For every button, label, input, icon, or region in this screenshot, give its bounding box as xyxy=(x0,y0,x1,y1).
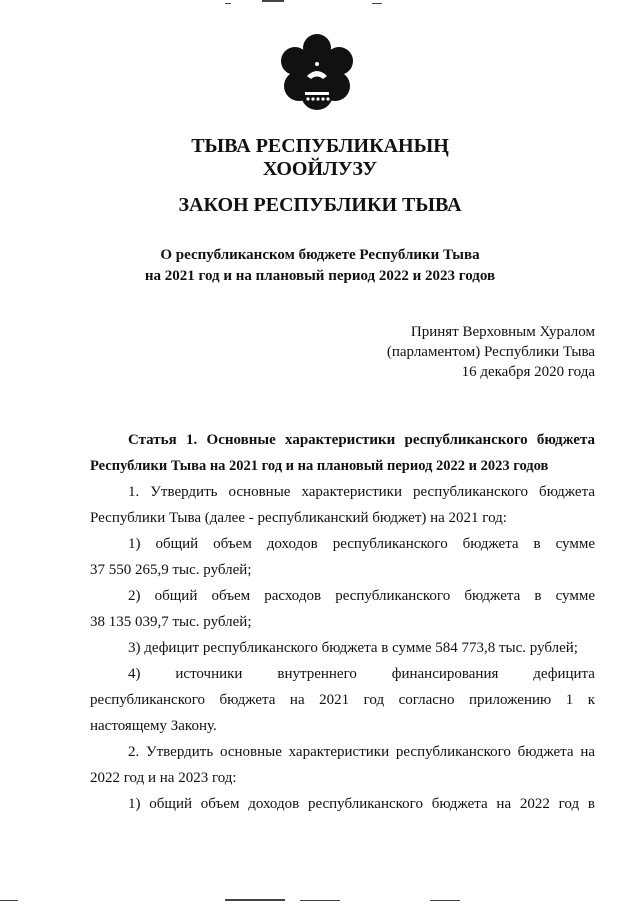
article-1-heading-text: Статья 1. Основные характеристики республиканского бюджета xyxy=(128,432,595,448)
item-4-line2: республиканского бюджета на 2021 год согласно приложению 1 к xyxy=(90,692,595,708)
law-subject-line2: на 2021 год и на плановый период 2022 и 2023 годов xyxy=(144,268,496,284)
paragraph-2-line1: 2. Утвердить основные характеристики республиканского бюджета на xyxy=(128,744,595,760)
paragraph-2-line2: 2022 год и на 2023 год: xyxy=(90,770,237,786)
item-4-word: источники xyxy=(175,666,243,682)
item-4-line1 xyxy=(90,661,595,687)
scan-artifact-bottom xyxy=(300,900,340,901)
title-tuvan-line1: ТЫВА РЕСПУБЛИКАНЫҢ xyxy=(191,135,449,157)
paragraph-1-line1: 1. Утвердить основные характеристики республиканского бюджета xyxy=(128,484,595,500)
item-4-word: финансирования xyxy=(391,666,499,682)
adoption-line1: Принят Верховным Хуралом xyxy=(410,324,595,340)
adoption-line2: (парламентом) Республики Тыва xyxy=(386,344,595,360)
item-4-line3: настоящему Закону. xyxy=(90,718,217,734)
title-tuvan-line2: ХООЙЛУЗУ xyxy=(262,158,378,180)
law-subject-line1: О республиканском бюджете Республики Тыва xyxy=(160,247,480,263)
item-4-word: дефицита xyxy=(533,666,595,682)
item-4-word: внутреннего xyxy=(277,666,357,682)
article-1-heading-line2: Республики Тыва на 2021 год и на плановый период 2022 и 2023 годов xyxy=(90,458,549,474)
coat-of-arms-emblem-icon xyxy=(277,34,357,114)
item-1-line2: 37 550 265,9 тыс. рублей; xyxy=(90,562,252,578)
paragraph-2-item-1-line1: 1) общий объем доходов республиканского бюджета на 2022 год в xyxy=(128,796,595,812)
scan-artifact-bottom xyxy=(430,900,460,901)
item-1-line1: 1) общий объем доходов республиканского бюджета в сумме xyxy=(128,536,595,552)
item-3: 3) дефицит республиканского бюджета в сумме 584 773,8 тыс. рублей; xyxy=(128,640,578,656)
law-title: ЗАКОН РЕСПУБЛИКИ ТЫВА xyxy=(178,194,462,216)
scan-artifact-top xyxy=(372,3,382,4)
scan-artifact-top xyxy=(262,0,284,2)
scan-artifact-bottom xyxy=(225,899,285,901)
scan-artifact-top xyxy=(225,3,231,4)
paragraph-1-line2: Республики Тыва (далее - республиканский бюджет) на 2021 год: xyxy=(90,510,507,526)
adoption-date: 16 декабря 2020 года xyxy=(461,364,595,380)
item-2-line1: 2) общий объем расходов республиканского бюджета в сумме xyxy=(128,588,595,604)
article-1 xyxy=(90,427,595,817)
item-2-line2: 38 135 039,7 тыс. рублей; xyxy=(90,614,252,630)
item-4-word: 4) xyxy=(128,666,141,682)
article-1-heading-line1 xyxy=(90,427,595,453)
scan-artifact-bottom xyxy=(0,900,18,901)
